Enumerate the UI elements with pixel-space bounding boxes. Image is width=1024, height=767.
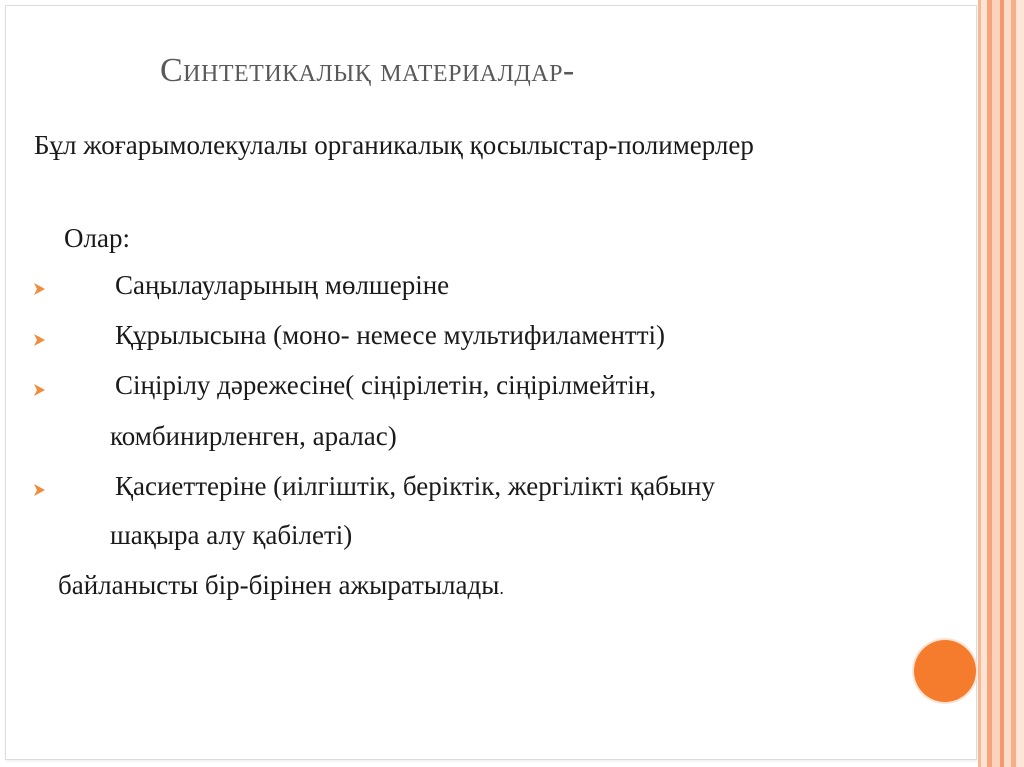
- orange-circle: [914, 640, 976, 702]
- lead-text: Олар:: [64, 223, 130, 253]
- decorative-stripes: [978, 0, 1024, 767]
- closing-period: .: [499, 578, 504, 598]
- arrow-bullet-icon: [34, 384, 45, 396]
- arrow-bullet-icon: [34, 334, 45, 346]
- stripe: [1016, 0, 1024, 767]
- closing-text: [58, 570, 504, 601]
- bullet-item-4-line2: шақыра алу қабілеті): [110, 520, 353, 550]
- arrow-bullet-icon: [34, 283, 45, 295]
- bullet-item-3-line1: Сіңірілу дәрежесіне( сіңірілетін, сіңірілмейтін,: [115, 370, 657, 400]
- arrow-bullet-icon: [34, 484, 45, 496]
- bullet-item-4-line1: Қасиеттеріне (иілгіштік, беріктік, жергілікті қабыну: [115, 471, 715, 501]
- bullet-item-2: Құрылысына (моно- немесе мультифиламентті): [115, 320, 665, 350]
- bullet-item-1: Саңылауларының мөлшеріне: [115, 270, 450, 300]
- stripe: [992, 0, 1000, 767]
- intro-text: Бұл жоғарымолекулалы органикалық қосылыстар-полимерлер: [34, 130, 754, 160]
- closing-text-main: байланысты бір-бірінен ажыратылады: [58, 570, 500, 600]
- stripe: [1004, 0, 1011, 767]
- slide-title: Синтетикалық материалдар-: [160, 52, 575, 89]
- bullet-item-3-line2: комбинирленген, аралас): [110, 421, 397, 451]
